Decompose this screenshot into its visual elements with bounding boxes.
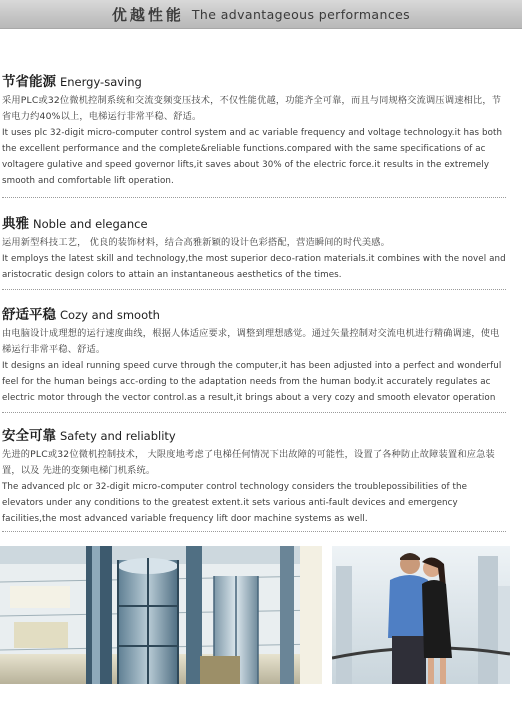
section-heading	[2, 70, 508, 90]
banner-title-en: The advantageous performances	[191, 6, 411, 22]
section-body-zh: 由电脑设计成理想的运行速度曲线，根据人体适应要求，调整到理想感觉。通过矢量控制对交流电机进行精确调速，使电梯运行非常平稳、舒适。	[2, 328, 500, 355]
section-body-en: It designs an ideal running speed curve through the computer,it has been adjusted into a perfect and wonderful feel for the human beings acc-ording to the adaptation needs from the human body.it accurately regulates ac electric motor through the vector control.as a result,it brings about a very cozy and smooth elevator operation	[2, 361, 502, 403]
section-body-zh: 先进的PLC或32位微机控制技术， 大限度地考虑了电梯任何情况下出故障的可能性，设置了各种防止故障装置和应急装置，以及 先进的变频电梯门机系统。	[2, 449, 495, 476]
atrium-illustration	[0, 546, 322, 684]
section-safety-reliability	[2, 424, 508, 527]
banner-title-zh: 优越性能	[111, 5, 184, 24]
section-divider	[2, 531, 506, 532]
section-title-zh: 安全可靠	[2, 428, 56, 444]
section-energy-saving	[2, 70, 508, 189]
section-heading	[2, 424, 508, 444]
section-title-zh: 典雅	[2, 216, 29, 232]
couple-illustration	[332, 546, 510, 684]
section-title-en: Safety and reliablity	[60, 429, 176, 443]
header-banner	[0, 0, 522, 29]
section-body-zh: 运用新型科技工艺， 优良的装饰材料，结合高雅新颖的设计色彩搭配，营造瞬间的时代美感。	[2, 237, 391, 248]
section-title-zh: 节省能源	[2, 74, 56, 90]
section-title-zh: 舒适平稳	[2, 307, 56, 323]
section-noble-elegance	[2, 212, 508, 283]
couple-at-glass-railing-photo	[332, 546, 510, 684]
section-body-en: The advanced plc or 32-digit micro-computer control technology considers the troublepossibilities of the elevators under any conditions to the greatest extent.it sets various anti-fault devices and emergency facilities,the most advanced variable frequency lift door machine systems as well.	[2, 482, 468, 524]
section-cozy-smooth	[2, 303, 508, 406]
section-divider	[2, 197, 506, 198]
section-title-en: Noble and elegance	[33, 217, 148, 231]
glass-elevator-atrium-photo	[0, 546, 322, 684]
section-body-zh: 采用PLC或32位微机控制系统和交流变频变压技术，不仅性能优越，功能齐全可靠，而且与同规格交流调压调速相比，节省电力约40%以上，电梯运行非常平稳、舒适。	[2, 95, 502, 122]
section-divider	[2, 412, 506, 413]
section-heading	[2, 303, 508, 323]
section-body-en: It uses plc 32-digit micro-computer control system and ac variable frequency and voltage technology.it has both the excellent performance and the complete&reliable functions.compared with the same specifications of ac voltagere gulative and speed governor lifts,it saves about 30% of the electric force.it results in the extremely smooth and comfortable lift operation.	[2, 128, 503, 186]
section-divider	[2, 289, 506, 290]
section-body-en: It employs the latest skill and technology,the most superior deco-ration materials.it combines with the novel and aristocratic design colors to attain an instantaneous aesthetics of the times.	[2, 254, 506, 280]
section-title-en: Cozy and smooth	[60, 308, 160, 322]
section-title-en: Energy-saving	[60, 75, 142, 89]
section-heading	[2, 212, 508, 232]
